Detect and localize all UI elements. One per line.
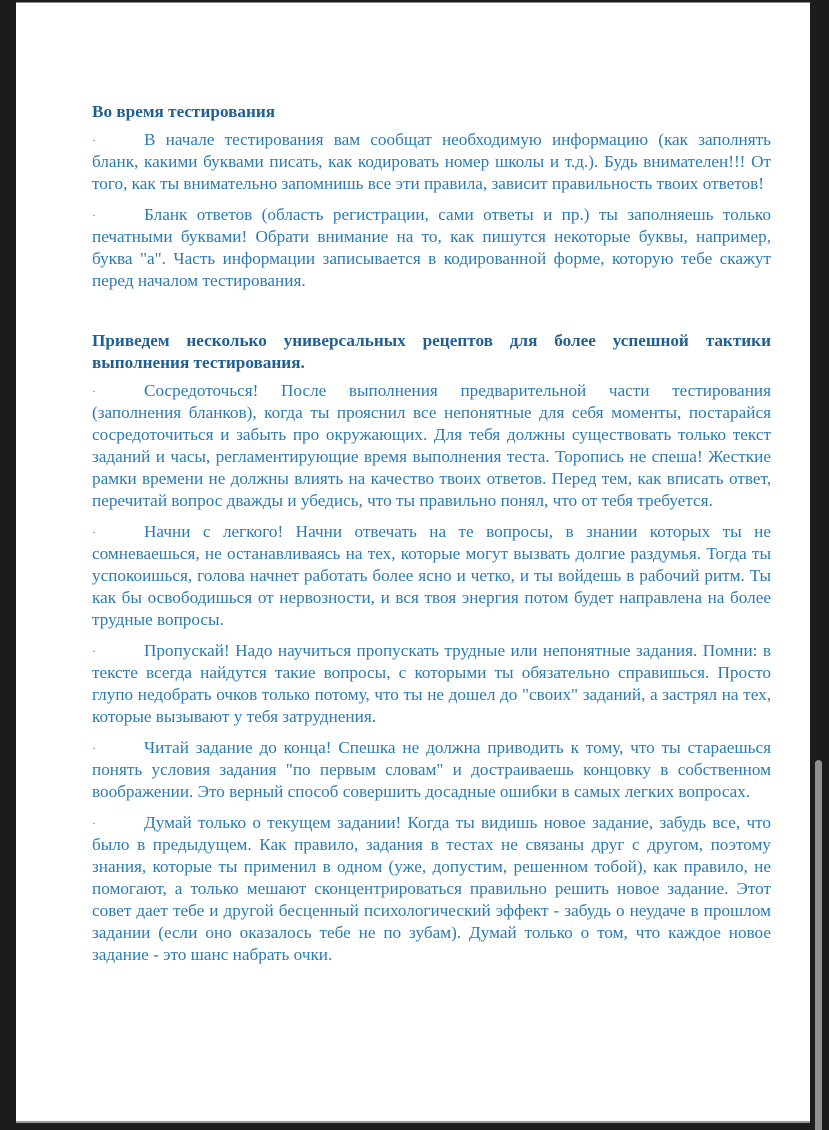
paragraph-skip — [92, 640, 771, 728]
paragraph-answer-form — [92, 204, 771, 292]
paragraph-text: Читай задание до конца! Спешка не должна приводить к тому, что ты стараешься понять условия задания "по первым словам" и достраиваешь концовку в собственном воображении. Это верный способ совершить досадные ошибки в самых легких вопросах. — [92, 738, 771, 801]
document-page — [16, 2, 810, 1123]
bullet-icon: · — [92, 644, 96, 658]
paragraph-read-to-end — [92, 737, 771, 803]
bullet-icon: · — [92, 525, 96, 539]
paragraph-start-easy — [92, 521, 771, 631]
section-heading-during-testing: Во время тестирования — [92, 102, 276, 121]
page-content — [92, 101, 771, 975]
paragraph-text: Бланк ответов (область регистрации, сами ответы и пр.) ты заполняешь только печатными буквами! Обрати внимание на то, как пишутся некоторые буквы, например, буква "а". Часть информации записывается в кодированной форме, которую тебе скажут перед началом тестирования. — [92, 205, 771, 290]
paragraph-text: Пропускай! Надо научиться пропускать трудные или непонятные задания. Помни: в тексте всегда найдутся такие вопросы, с которыми ты обязательно справишься. Просто глупо недобрать очков только потому, что ты не дошел до "своих" заданий, а застрял на тех, которые вызывают у тебя затруднения. — [92, 641, 771, 726]
bullet-icon: · — [92, 208, 96, 222]
section-heading-tactics: Приведем несколько универсальных рецептов для более успешной тактики выполнения тестирования. — [92, 331, 771, 372]
scrollbar-thumb[interactable] — [815, 760, 822, 1130]
paragraph-current-task — [92, 812, 771, 966]
paragraph-concentrate — [92, 380, 771, 512]
paragraph-test-instructions — [92, 129, 771, 195]
paragraph-text: Начни с легкого! Начни отвечать на те вопросы, в знании которых ты не сомневаешься, не останавливаясь на тех, которые могут вызвать долгие раздумья. Тогда ты успокоишься, голова начнет работать более ясно и четко, и ты войдешь в рабочий ритм. Ты как бы освободишься от нервозности, и вся твоя энергия потом будет направлена на более трудные вопросы. — [92, 522, 771, 629]
paragraph-text: Думай только о текущем задании! Когда ты видишь новое задание, забудь все, что было в предыдущем. Как правило, задания в тестах не связаны друг с другом, поэтому знания, которые ты применил в одном (уже, допустим, решенном тобой), как правило, не помогают, а только мешают сконцентрироваться правильно решить новое задание. Этот совет дает тебе и другой бесценный психологический эффект - забудь о неудаче в прошлом задании (если оно оказалось тебе не по зубам). Думай только о том, что каждое новое задание - это шанс набрать очки. — [92, 813, 771, 964]
paragraph-text: В начале тестирования вам сообщат необходимую информацию (как заполнять бланк, какими буквами писать, как кодировать номер школы и т.д.). Будь внимателен!!! От того, как ты внимательно запомнишь все эти правила, зависит правильность твоих ответов! — [92, 130, 771, 193]
bullet-icon: · — [92, 816, 96, 830]
paragraph-text: Сосредоточься! После выполнения предварительной части тестирования (заполнения бланков), когда ты прояснил все непонятные для себя моменты, постарайся сосредоточиться и забыть про окружающих. Для тебя должны существовать только текст заданий и часы, регламентирующие время выполнения теста. Торопись не спеша! Жесткие рамки времени не должны влиять на качество твоих ответов. Перед тем, как вписать ответ, перечитай вопрос дважды и убедись, что ты правильно понял, что от тебя требуется. — [92, 381, 771, 510]
bullet-icon: · — [92, 133, 96, 147]
bullet-icon: · — [92, 741, 96, 755]
bullet-icon: · — [92, 384, 96, 398]
